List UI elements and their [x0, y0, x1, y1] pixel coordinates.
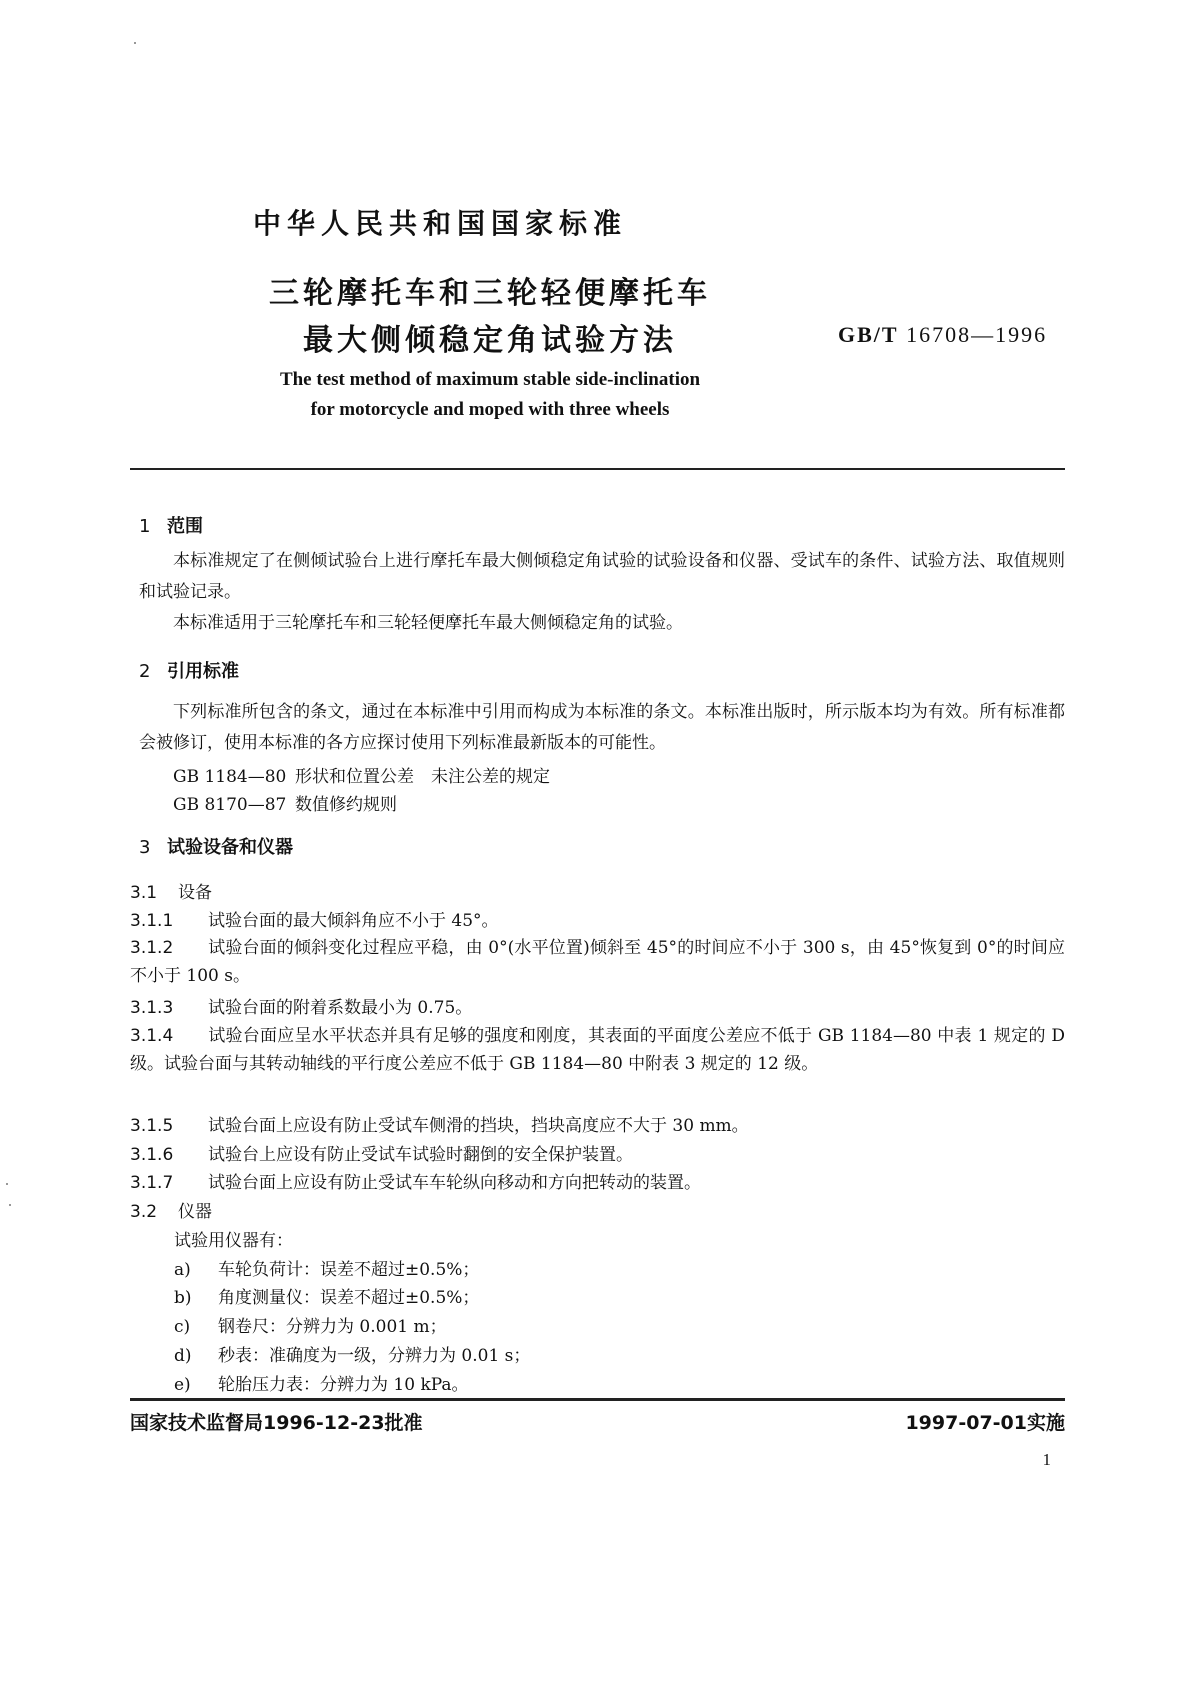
reference-gb8170-title: 数值修约规则 [295, 795, 397, 815]
page-number: 1 [1042, 1450, 1051, 1469]
title-cn-line1: 三轮摩托车和三轮轻便摩托车 [269, 276, 711, 311]
clause-3-1-7 [130, 1168, 701, 1193]
clause-3-1-1-number: 3.1.1 [130, 911, 174, 931]
list-item [174, 1370, 469, 1395]
section-2-heading [139, 657, 239, 683]
title-en-line2: for motorcycle and moped with three wheels [310, 399, 670, 420]
scan-speck [134, 42, 136, 44]
title-en-line1: The test method of maximum stable side-inclination [279, 369, 701, 390]
clause-3-1-7-number: 3.1.7 [130, 1173, 174, 1193]
clause-3-1-6-text: 试验台上应设有防止受试车试验时翻倒的安全保护装置。 [208, 1145, 633, 1165]
clause-3-1-5 [130, 1111, 749, 1136]
section-3-title: 试验设备和仪器 [167, 837, 293, 858]
list-item-label: d) [174, 1346, 192, 1366]
list-item [174, 1255, 479, 1280]
clause-3-1-number: 3.1 [130, 883, 158, 903]
standard-number [838, 322, 1047, 348]
reference-gb1184-code: GB 1184—80 [173, 767, 287, 787]
clause-3-1-4 [130, 1022, 1065, 1078]
clause-3-1-1-text: 试验台面的最大倾斜角应不小于 45°。 [208, 911, 499, 931]
section-2-paragraph-1: 下列标准所包含的条文，通过在本标准中引用而构成为本标准的条文。本标准出版时，所示版本均为有效。所有标准都会被修订，使用本标准的各方应探讨使用下列标准最新版本的可能性。 [139, 702, 1065, 753]
title-cn-line2: 最大侧倾稳定角试验方法 [303, 323, 677, 358]
section-1-paragraph-1: 本标准规定了在侧倾试验台上进行摩托车最大侧倾稳定角试验的试验设备和仪器、受试车的条件、试验方法、取值规则和试验记录。 [139, 551, 1065, 602]
section-1-paragraph-2: 本标准适用于三轮摩托车和三轮轻便摩托车最大侧倾稳定角的试验。 [173, 613, 683, 633]
list-item [174, 1341, 530, 1366]
section-2-number: 2 [139, 661, 151, 682]
list-item-label: b) [174, 1288, 192, 1308]
approval-date: 国家技术监督局1996-12-23批准 [130, 1412, 423, 1434]
section-2-title: 引用标准 [167, 661, 239, 682]
section-3-heading [139, 833, 293, 859]
scan-speck [9, 1204, 11, 1206]
clause-3-1-6-number: 3.1.6 [130, 1145, 174, 1165]
list-item-label: e) [174, 1375, 191, 1395]
clause-3-1-3-text: 试验台面的附着系数最小为 0.75。 [208, 998, 473, 1018]
clause-3-1-title: 设备 [178, 883, 212, 903]
section-1-title: 范围 [167, 516, 203, 537]
reference-gb1184 [173, 762, 550, 787]
clause-3-1-2 [130, 934, 1065, 990]
list-item-label: c) [174, 1317, 191, 1337]
clause-3-1-5-text: 试验台面上应设有防止受试车侧滑的挡块，挡块高度应不大于 30 mm。 [208, 1116, 749, 1136]
list-item [174, 1283, 479, 1308]
clause-3-1-6 [130, 1140, 633, 1165]
reference-gb8170-code: GB 8170—87 [173, 795, 287, 815]
scan-speck [6, 1183, 8, 1185]
instruments-intro: 试验用仪器有： [174, 1231, 293, 1251]
clause-3-1-2-number: 3.1.2 [130, 938, 174, 958]
list-item [174, 1312, 447, 1337]
clause-3-2-title: 仪器 [178, 1202, 212, 1222]
list-item-label: a) [174, 1260, 191, 1280]
section-3-number: 3 [139, 837, 151, 858]
clause-3-1-1 [130, 906, 499, 931]
reference-gb8170 [173, 790, 397, 815]
list-item-text: 秒表：准确度为一级，分辨力为 0.01 s； [218, 1346, 531, 1366]
list-item-text: 钢卷尺：分辨力为 0.001 m； [218, 1317, 447, 1337]
reference-gb1184-title: 形状和位置公差 未注公差的规定 [295, 767, 550, 787]
list-item-text: 车轮负荷计：误差不超过±0.5%； [218, 1260, 480, 1280]
clause-3-1-4-text: 试验台面应呈水平状态并具有足够的强度和刚度，其表面的平面度公差应不低于 GB 1184—80 中表 1 规定的 D 级。试验台面与其转动轴线的平行度公差应不低于 GB 1184—80 中附表 3 规定的 12 级。 [130, 1026, 1065, 1074]
national-standard-heading: 中华人民共和国国家标准 [252, 207, 627, 240]
section-1-heading [139, 512, 203, 538]
header-divider [130, 468, 1065, 470]
standard-code: 16708—1996 [906, 322, 1048, 347]
standard-prefix: GB/T [838, 322, 899, 347]
list-item-text: 角度测量仪：误差不超过±0.5%； [218, 1288, 480, 1308]
list-item-text: 轮胎压力表：分辨力为 10 kPa。 [218, 1375, 469, 1395]
clause-3-1-7-text: 试验台面上应设有防止受试车车轮纵向移动和方向把转动的装置。 [208, 1173, 701, 1193]
effective-date: 1997-07-01实施 [905, 1412, 1065, 1434]
clause-3-2-number: 3.2 [130, 1202, 158, 1222]
clause-3-1 [130, 878, 212, 903]
clause-3-2 [130, 1197, 212, 1222]
clause-3-1-3-number: 3.1.3 [130, 998, 174, 1018]
clause-3-1-2-text: 试验台面的倾斜变化过程应平稳，由 0°(水平位置)倾斜至 45°的时间应不小于 300 s，由 45°恢复到 0°的时间应不小于 100 s。 [130, 938, 1065, 986]
section-1-number: 1 [139, 516, 151, 537]
clause-3-1-3 [130, 993, 472, 1018]
clause-3-1-5-number: 3.1.5 [130, 1116, 174, 1136]
footer-divider [130, 1398, 1065, 1401]
clause-3-1-4-number: 3.1.4 [130, 1026, 174, 1046]
